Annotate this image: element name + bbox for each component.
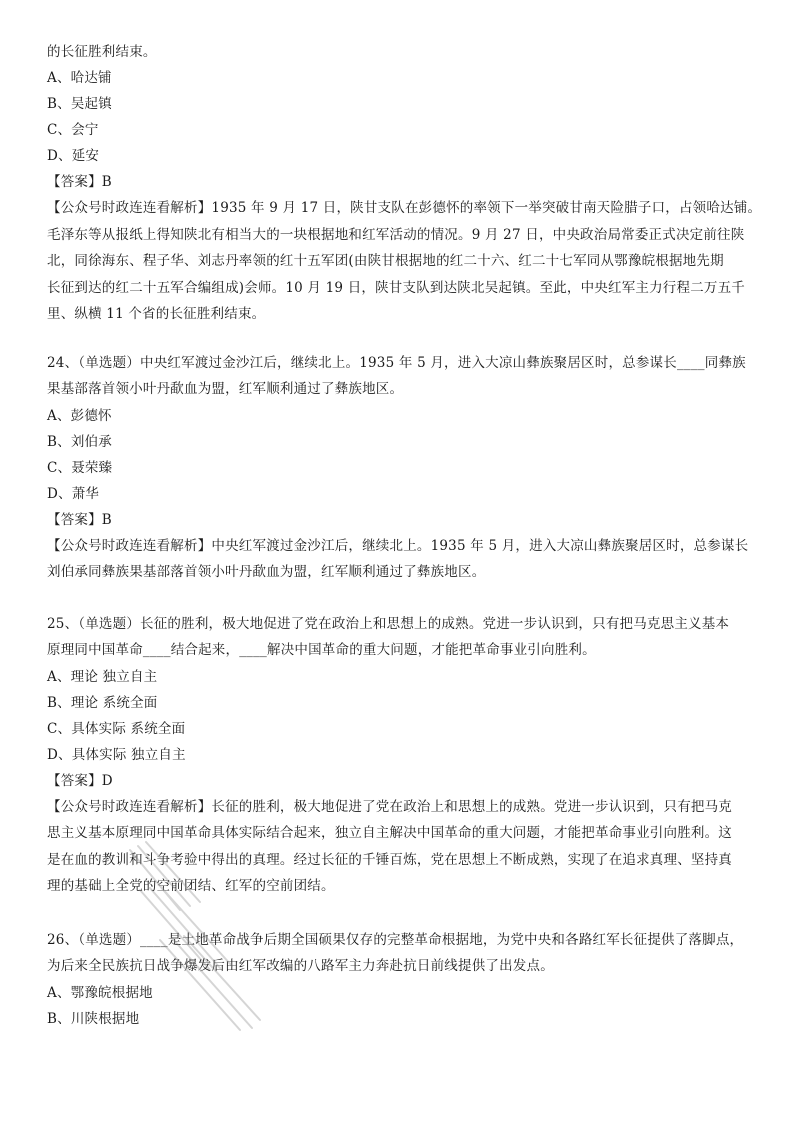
q26-stem-line: 26、（单选题）____是土地革命战争后期全国硕果仅存的完整革命根据地，为党中央和各路红军长征提供了落脚点， (47, 931, 744, 948)
q24-option-b: B、刘伯承 (47, 433, 112, 450)
q24-stem-line: 果基部落首领小叶丹歃血为盟，红军顺利通过了彝族地区。 (47, 381, 404, 397)
q24-answer: 【答案】B (47, 511, 112, 528)
q23-analysis-line: 毛泽东等从报纸上得知陕北有相当大的一块根据地和红军活动的情况。9 月 27 日，中央政治局常委正式决定前往陕 (47, 226, 745, 243)
q23-analysis-line: 长征到达的红二十五军合编组成)会师。10 月 19 日，陕甘支队到达陕北吴起镇。至此，中央红军主力行程二万五千 (47, 279, 745, 296)
q25-option-c: C、具体实际 系统全面 (47, 720, 186, 737)
q25-option-d: D、具体实际 独立自主 (47, 746, 186, 763)
q24-option-c: C、聂荣臻 (47, 459, 113, 476)
q23-option-b: B、吴起镇 (47, 96, 112, 112)
q25-option-b: B、理论 系统全面 (47, 694, 158, 711)
q23-analysis-line: 北，同徐海东、程子华、刘志丹率领的红十五军团(由陕甘根据地的红二十六、红二十七军同从鄂豫皖根据地先期 (47, 253, 724, 269)
q26-block (47, 927, 753, 1032)
q25-stem-line: 原理同中国革命____结合起来，____解决中国革命的重大问题，才能把革命事业引向胜利。 (47, 642, 596, 658)
q24-analysis-line: 【公众号时政连连看解析】中央红军渡过金沙江后，继续北上。1935 年 5 月，进入大凉山彝族聚居区时，总参谋长 (47, 537, 749, 554)
q25-analysis-line: 思主义基本原理同中国革命具体实际结合起来，独立自主解决中国革命的重大问题，才能把革命事业引向胜利。这 (47, 825, 732, 841)
q23-analysis-line: 【公众号时政连连看解析】1935 年 9 月 17 日，陕甘支队在彭德怀的率领下一举突破甘南天险腊子口，占领哈达铺。 (47, 200, 762, 216)
q25-analysis-line: 【公众号时政连连看解析】长征的胜利，极大地促进了党在政治上和思想上的成熟。党进一步认识到，只有把马克 (47, 798, 732, 815)
q23-option-c: C、会宁 (47, 122, 99, 138)
q25-stem-line: 25、（单选题）长征的胜利，极大地促进了党在政治上和思想上的成熟。党进一步认识到，只有把马克思主义基本 (47, 615, 730, 632)
q26-stem-line: 为后来全民族抗日战争爆发后由红军改编的八路军主力奔赴抗日前线提供了出发点。 (47, 958, 554, 974)
q26-option-b: B、川陕根据地 (47, 1010, 140, 1027)
q24-option-d: D、萧华 (47, 485, 100, 502)
q25-analysis-line: 理的基础上全党的空前团结、红军的空前团结。 (47, 878, 335, 894)
q24-option-a: A、彭德怀 (47, 407, 112, 424)
q23-analysis-line: 里、纵横 11 个省的长征胜利结束。 (47, 306, 266, 322)
q23-block (47, 39, 762, 328)
q26-option-a: A、鄂豫皖根据地 (47, 984, 153, 1001)
q23-answer: 【答案】B (47, 174, 112, 190)
q25-option-a: A、理论 独立自主 (47, 668, 158, 685)
q24-block (47, 350, 753, 586)
exam-page (47, 39, 762, 1032)
q25-analysis-line: 是在血的教训和斗争考验中得出的真理。经过长征的千锤百炼，党在思想上不断成熟，实现了在追求真理、坚持真 (47, 851, 732, 868)
q25-block (47, 611, 753, 900)
q25-answer: 【答案】D (47, 772, 113, 789)
q23-option-d: D、延安 (47, 148, 100, 164)
q24-analysis-line: 刘伯承同彝族果基部落首领小叶丹歃血为盟，红军顺利通过了彝族地区。 (47, 564, 486, 580)
q23-stem-tail: 的长征胜利结束。 (47, 44, 157, 60)
q24-stem-line: 24、（单选题）中央红军渡过金沙江后，继续北上。1935 年 5 月，进入大凉山彝族聚居区时，总参谋长____同彝族 (47, 354, 746, 371)
q23-option-a: A、哈达铺 (47, 70, 112, 86)
